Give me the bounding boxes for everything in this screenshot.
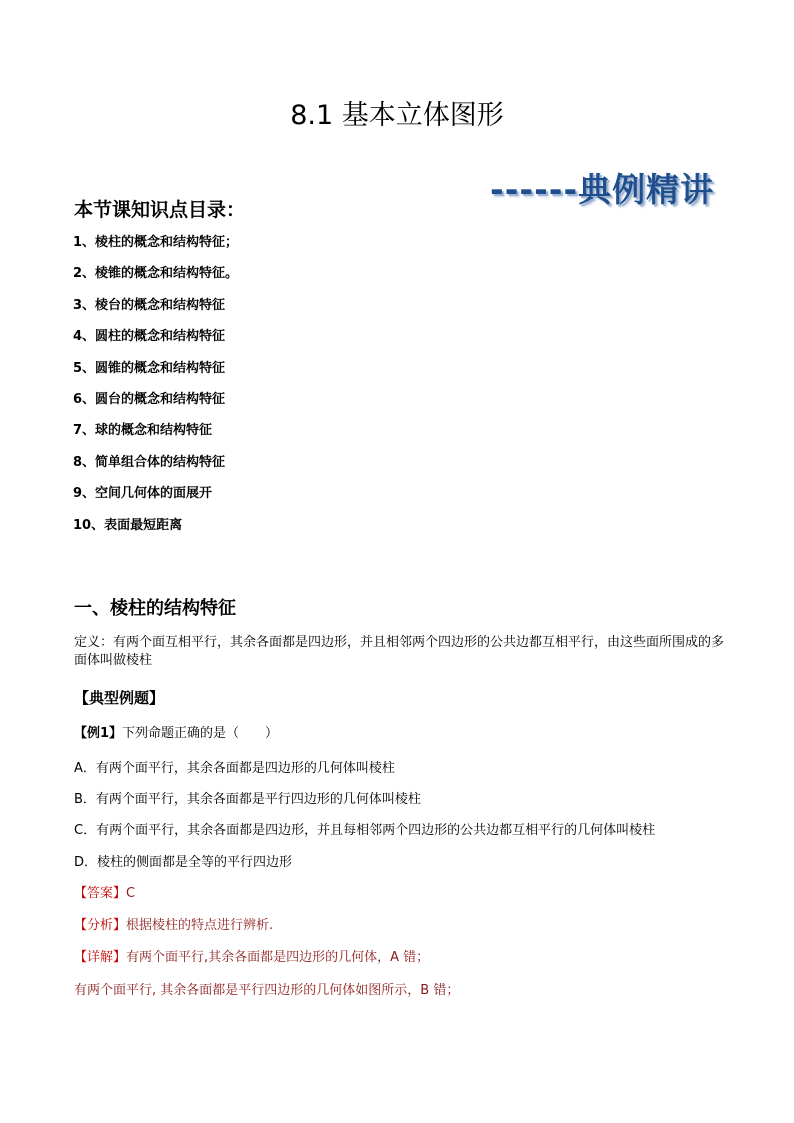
option-a: A．有两个面平行，其余各面都是四边形的几何体叫棱柱: [74, 761, 395, 776]
option-c: C．有两个面平行，其余各面都是四边形，并且每相邻两个四边形的公共边都互相平行的几何体叫棱柱: [74, 823, 656, 838]
answer-tag: 【答案】: [74, 886, 127, 901]
detail-tag: 【详解】: [74, 950, 127, 965]
toc-item: 1、棱柱的概念和结构特征；: [73, 235, 239, 250]
detail-text: 有两个面平行,其余各面都是四边形的几何体，A 错；: [126, 950, 430, 965]
banner-word-art: ------典例精讲: [490, 170, 715, 209]
question-text: 下列命题正确的是（ ）: [122, 726, 279, 741]
toc-heading: 本节课知识点目录：: [74, 199, 246, 221]
analysis-line: [74, 916, 273, 936]
page-title: 8.1 基本立体图形: [290, 100, 504, 131]
toc-item: 5、圆锥的概念和结构特征: [73, 360, 226, 376]
detail-line-2: 有两个面平行, 其余各面都是平行四边形的几何体如图所示，B 错；: [74, 983, 460, 998]
definition-text: 定义：有两个面互相平行，其余各面都是四边形，并且相邻两个四边形的公共边都互相平行，由这些面所围成的多面体叫做棱柱: [74, 635, 725, 668]
option-d: D．棱柱的侧面都是全等的平行四边形: [74, 855, 293, 870]
toc-list: [73, 234, 238, 548]
toc-item: 8、简单组合体的结构特征: [73, 454, 226, 470]
toc-item: 4、圆柱的概念和结构特征: [73, 329, 226, 345]
section-heading: 一、棱柱的结构特征: [74, 598, 236, 619]
toc-item: 2、棱锥的概念和结构特征。: [73, 266, 239, 282]
toc-item: 6、圆台的概念和结构特征: [73, 391, 226, 407]
analysis-tag: 【分析】: [74, 918, 127, 933]
example-question: [74, 724, 278, 744]
answer-value: C: [126, 886, 136, 901]
toc-item: 10、表面最短距离: [73, 517, 183, 533]
toc-item: 3、棱台的概念和结构特征: [73, 297, 226, 313]
toc-item: 9、空间几何体的面展开: [73, 486, 213, 502]
example-heading: 【典型例题】: [74, 689, 165, 707]
example-tag: 【例1】: [74, 726, 123, 741]
detail-line: [74, 948, 429, 968]
toc-item: 7、球的概念和结构特征: [73, 423, 213, 439]
analysis-text: 根据棱柱的特点进行辨析.: [126, 918, 274, 933]
option-b: B．有两个面平行，其余各面都是平行四边形的几何体叫棱柱: [74, 792, 421, 807]
answer-line: [74, 884, 135, 904]
